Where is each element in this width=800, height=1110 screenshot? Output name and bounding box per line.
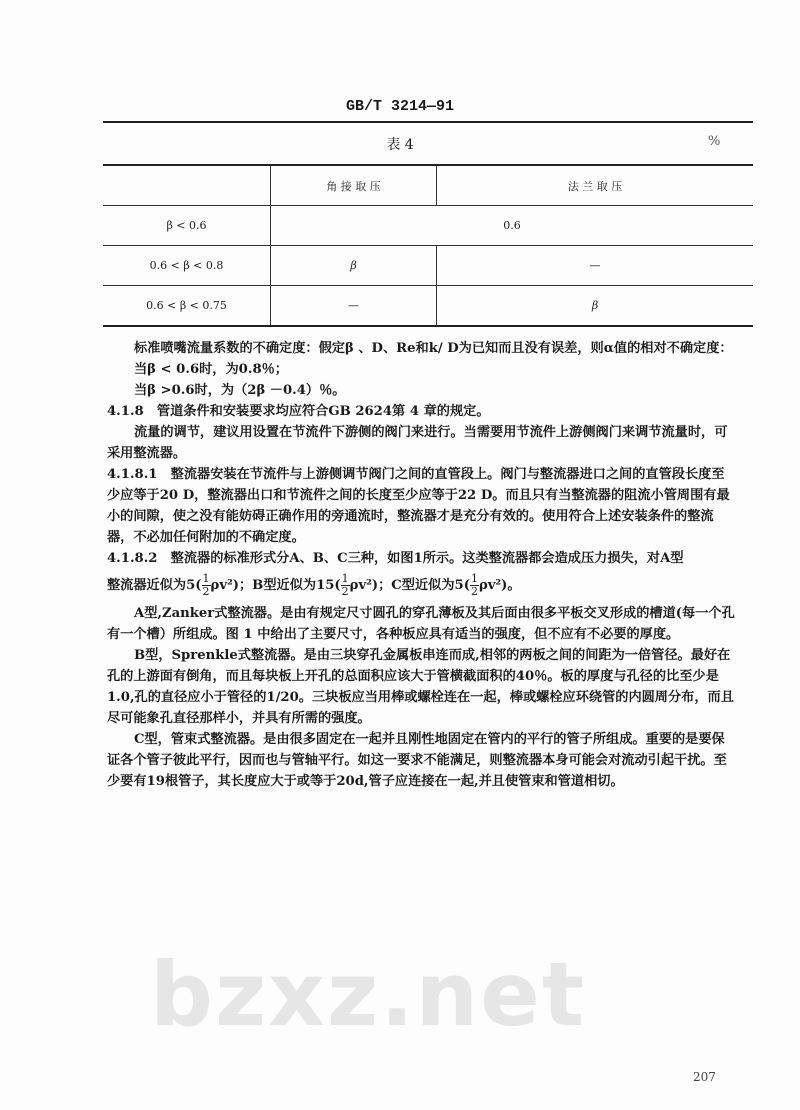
condition-cell: β < 0.6 bbox=[103, 206, 271, 246]
paragraph: 当β < 0.6时，为0.8％； bbox=[134, 362, 288, 377]
value-cell: — bbox=[271, 286, 437, 327]
header-rule bbox=[103, 121, 753, 123]
body-text bbox=[107, 338, 735, 792]
table-4 bbox=[103, 164, 753, 327]
formula-text: ρv²)；C型近似为5( bbox=[349, 578, 470, 593]
formula-text: ρv²)。 bbox=[478, 578, 521, 593]
paragraph: 标准喷嘴流量系数的不确定度：假定β 、D、Re和k/ D为已知而且没有误差，则α值的相对不确定度： bbox=[134, 341, 733, 356]
table-header-row bbox=[103, 165, 753, 206]
table-row bbox=[103, 286, 753, 327]
table-unit: % bbox=[708, 134, 721, 149]
value-cell: — bbox=[437, 246, 754, 286]
fraction bbox=[202, 573, 211, 598]
header-cell: 角 接 取 压 bbox=[271, 165, 437, 206]
numerator: 1 bbox=[341, 572, 349, 585]
denominator: 2 bbox=[470, 585, 478, 598]
header-cell: 法 兰 取 压 bbox=[437, 165, 754, 206]
page-number: 207 bbox=[693, 1070, 716, 1084]
table-row bbox=[103, 206, 753, 246]
value-cell: 0.6 bbox=[271, 206, 754, 246]
formula-text: 整流器近似为5( bbox=[107, 578, 202, 593]
header-cell bbox=[103, 165, 271, 206]
fraction bbox=[470, 573, 479, 598]
condition-cell: 0.6 < β < 0.75 bbox=[103, 286, 271, 327]
pressure-loss-formula bbox=[107, 569, 735, 603]
paragraph-type-b: B型，Sprenkle式整流器。是由三块穿孔金属板串连而成,相邻的两板之间的间距为一倍管径。最好在孔的上游面有倒角，而且每块板上开孔的总面积应该大于管横截面积的40％。板的厚度与孔径的比至少是1.0,孔的直径应小于管径的1/20。三块板应当用棒或螺栓连在一起，棒或螺栓应环绕管的内圆周分布，而且尽可能象孔直径那样小，并具有所需的强度。 bbox=[107, 648, 734, 726]
condition-cell: 0.6 < β < 0.8 bbox=[103, 246, 271, 286]
paragraph: 当β >0.6时，为（2β －0.4）％。 bbox=[134, 383, 346, 398]
section-4-1-8: 4.1.8 管道条件和安装要求均应符合GB 2624第 4 章的规定。 bbox=[107, 404, 490, 419]
value-cell: β bbox=[271, 246, 437, 286]
paragraph-type-c: C型，管束式整流器。是由很多固定在一起并且刚性地固定在管内的平行的管子所组成。重要的是要保证各个管子彼此平行，因而也与管轴平行。如这一要求不能满足，则整流器本身可能会对流动引起干扰。至少要有19根管子，其长度应大于或等于20d,管子应连接在一起,并且使管束和管道相切。 bbox=[107, 732, 727, 789]
numerator: 1 bbox=[470, 572, 478, 585]
fraction bbox=[341, 573, 350, 598]
denominator: 2 bbox=[341, 585, 349, 598]
standard-header: GB/T 3214—91 bbox=[345, 98, 455, 115]
denominator: 2 bbox=[202, 585, 210, 598]
paragraph-type-a: A型,Zanker式整流器。是由有规定尺寸圆孔的穿孔薄板及其后面由很多平板交叉形成的槽道(每一个孔有一个槽）所组成。图 1 中给出了主要尺寸，各种板应具有适当的强度，但不应有不必要的厚度。 bbox=[107, 606, 735, 642]
section-4-1-8-2: 4.1.8.2 整流器的标准形式分A、B、C三种，如图1所示。这类整流器都会造成压力损失，对A型 bbox=[107, 551, 684, 566]
numerator: 1 bbox=[202, 572, 210, 585]
watermark: bzxz.net bbox=[150, 943, 587, 1046]
paragraph: 流量的调节，建议用设置在节流件下游侧的阀门来进行。当需要用节流件上游侧阀门来调节流量时，可采用整流器。 bbox=[107, 425, 728, 461]
formula-text: ρv²)；B型近似为15( bbox=[210, 578, 341, 593]
section-4-1-8-1: 4.1.8.1 整流器安装在节流件与上游侧调节阀门之间的直管段上。阀门与整流器进口之间的直管段长度至少应等于20 D，整流器出口和节流件之间的长度至少应等于22 D。而且只有当整流器的阻流小管周围有最小的间隙，使之没有能妨碍正确作用的旁通流时，整流器才是充分有效的。使用符合上述安装条件的整流器，不必加任何附加的不确定度。 bbox=[107, 467, 730, 545]
table-caption: 表 4 bbox=[386, 137, 414, 153]
value-cell: β bbox=[437, 286, 754, 327]
table-row bbox=[103, 246, 753, 286]
